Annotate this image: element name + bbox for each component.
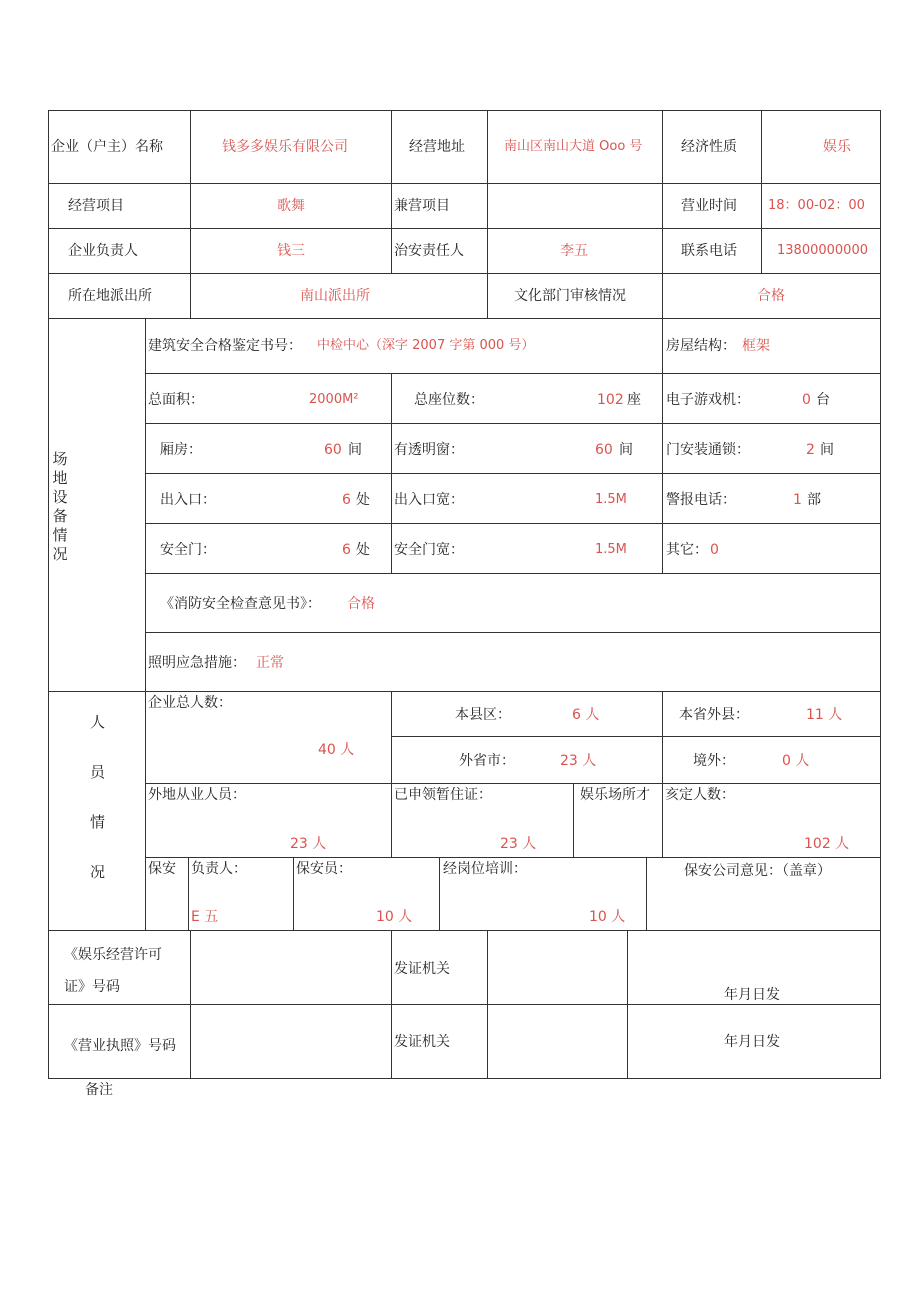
cell-border (487, 1004, 628, 1079)
locks-value: 2 (806, 442, 815, 458)
cell-border (190, 1004, 392, 1079)
alarm-value: 1 (793, 492, 802, 508)
abroad-value: 0 人 (782, 753, 810, 769)
county-label: 本县区： (455, 707, 511, 723)
alarm-unit: 部 (807, 492, 821, 508)
name-label: 企业（户主）名称 (51, 139, 163, 155)
cell-border (391, 736, 663, 784)
province-value: 11 人 (806, 707, 843, 723)
cell-border (761, 110, 881, 184)
windows-label: 有透明窗： (394, 442, 464, 458)
migrant-label: 外地从业人员： (148, 787, 246, 803)
total-label: 企业总人数： (148, 695, 232, 711)
locks-unit: 间 (820, 442, 834, 458)
quota-value: 102 人 (804, 836, 850, 852)
county-value: 6 人 (572, 707, 600, 723)
staff-label-char-4: 况 (90, 863, 106, 881)
lighting-value: 正常 (256, 655, 284, 671)
alarm-label: 警报电话： (666, 492, 736, 508)
head-value: 钱三 (277, 243, 305, 259)
guard-label: 保安 (148, 861, 176, 877)
safety-doors-value: 6 (342, 542, 351, 558)
culture-label: 文化部门审核情况 (514, 288, 626, 304)
cert-label: 建筑安全合格鉴定书号： (148, 338, 302, 354)
security-head-label: 治安责任人 (394, 243, 464, 259)
outside-value: 23 人 (560, 753, 597, 769)
nature-value: 娱乐 (823, 139, 851, 155)
province-label: 本省外县： (679, 707, 749, 723)
exits-label: 出入口： (160, 492, 216, 508)
name-value: 钱多多娱乐有限公司 (222, 139, 348, 155)
other-value: 0 (710, 542, 719, 558)
exit-width-label: 出入口宽： (394, 492, 464, 508)
culture-value: 合格 (757, 288, 785, 304)
rooms-unit: 间 (348, 442, 362, 458)
games-label: 电子游戏机： (666, 392, 750, 408)
trained-label: 经岗位培训： (443, 861, 527, 877)
biz-date-label: 年月日发 (724, 1034, 780, 1050)
staff-label-char-3: 情 (90, 813, 106, 831)
safety-doors-label: 安全门： (160, 542, 216, 558)
site-section-label: 场地设备情况 (52, 450, 68, 563)
biz-license-label: 《营业执照》号码 (64, 1038, 176, 1054)
staff-label-char-2: 员 (90, 763, 106, 781)
ent-date-label: 年月日发 (724, 987, 780, 1003)
ent-license-label-2: 证》号码 (64, 979, 120, 995)
outside-label: 外省市： (459, 753, 515, 769)
police-value: 南山派出所 (300, 288, 370, 304)
exit-width-value: 1.5M (595, 492, 627, 507)
exits-value: 6 (342, 492, 351, 508)
area-label: 总面积： (148, 392, 204, 408)
seats-value: 102 (597, 392, 624, 408)
safety-doors-unit: 处 (356, 542, 370, 558)
phone-label: 联系电话 (681, 243, 737, 259)
locks-label: 门安装通锁： (666, 442, 750, 458)
safety-width-label: 安全门宽： (394, 542, 464, 558)
nature-label: 经济性质 (681, 139, 737, 155)
permit-label: 已申领暂住证： (394, 787, 492, 803)
police-label: 所在地派出所 (68, 288, 152, 304)
addr-value: 南山区南山大道 Ooo 号 (504, 139, 643, 154)
hours-value: 18：00-02：00 (768, 198, 865, 213)
guards-label: 保安员： (296, 861, 352, 877)
seats-label: 总座位数： (414, 392, 484, 408)
company-label: 保安公司意见：（盖章） (684, 863, 831, 879)
cell-border (487, 183, 663, 229)
safety-width-value: 1.5M (595, 542, 627, 557)
seats-unit: 座 (627, 392, 641, 408)
games-value: 0 (802, 392, 811, 408)
staff-label-char-1: 人 (90, 713, 106, 731)
cell-border (487, 930, 628, 1005)
structure-label: 房屋结构： (666, 338, 736, 354)
rooms-label: 厢房： (160, 442, 202, 458)
total-value: 40 人 (318, 742, 355, 758)
hours-label: 营业时间 (681, 198, 737, 214)
cell-border (190, 930, 392, 1005)
sub-label: 兼营项目 (394, 198, 450, 214)
windows-unit: 间 (619, 442, 633, 458)
security-head-value: 李五 (560, 243, 588, 259)
abroad-label: 境外： (693, 753, 735, 769)
item-label: 经营项目 (68, 198, 124, 214)
guard-head-value: E 五 (191, 909, 219, 925)
other-label: 其它： (666, 542, 708, 558)
ent-license-label-1: 《娱乐经营许可 (64, 947, 162, 963)
cell-border (391, 691, 663, 737)
migrant-value: 23 人 (290, 836, 327, 852)
quota-label: 娱乐场所才 (580, 787, 650, 803)
phone-value: 13800000000 (777, 243, 868, 258)
guards-value: 10 人 (376, 909, 413, 925)
permit-value: 23 人 (500, 836, 537, 852)
fire-label: 《消防安全检查意见书》： (160, 596, 321, 612)
ent-issuer-label: 发证机关 (394, 961, 450, 977)
fire-value: 合格 (347, 596, 375, 612)
remarks-label: 备注 (85, 1082, 113, 1098)
exits-unit: 处 (356, 492, 370, 508)
structure-value: 框架 (742, 338, 770, 354)
games-unit: 台 (816, 392, 830, 408)
guard-head-label: 负责人： (191, 861, 247, 877)
lighting-label: 照明应急措施： (148, 655, 246, 671)
head-label: 企业负责人 (68, 243, 138, 259)
quota-label-2: 亥定人数： (665, 787, 735, 803)
cert-value: 中检中心（深字 2007 字第 000 号） (317, 338, 535, 353)
rooms-value: 60 (324, 442, 342, 458)
item-value: 歌舞 (277, 198, 305, 214)
addr-label: 经营地址 (409, 139, 465, 155)
trained-value: 10 人 (589, 909, 626, 925)
area-value: 2000M² (309, 392, 359, 407)
biz-issuer-label: 发证机关 (394, 1034, 450, 1050)
windows-value: 60 (595, 442, 613, 458)
